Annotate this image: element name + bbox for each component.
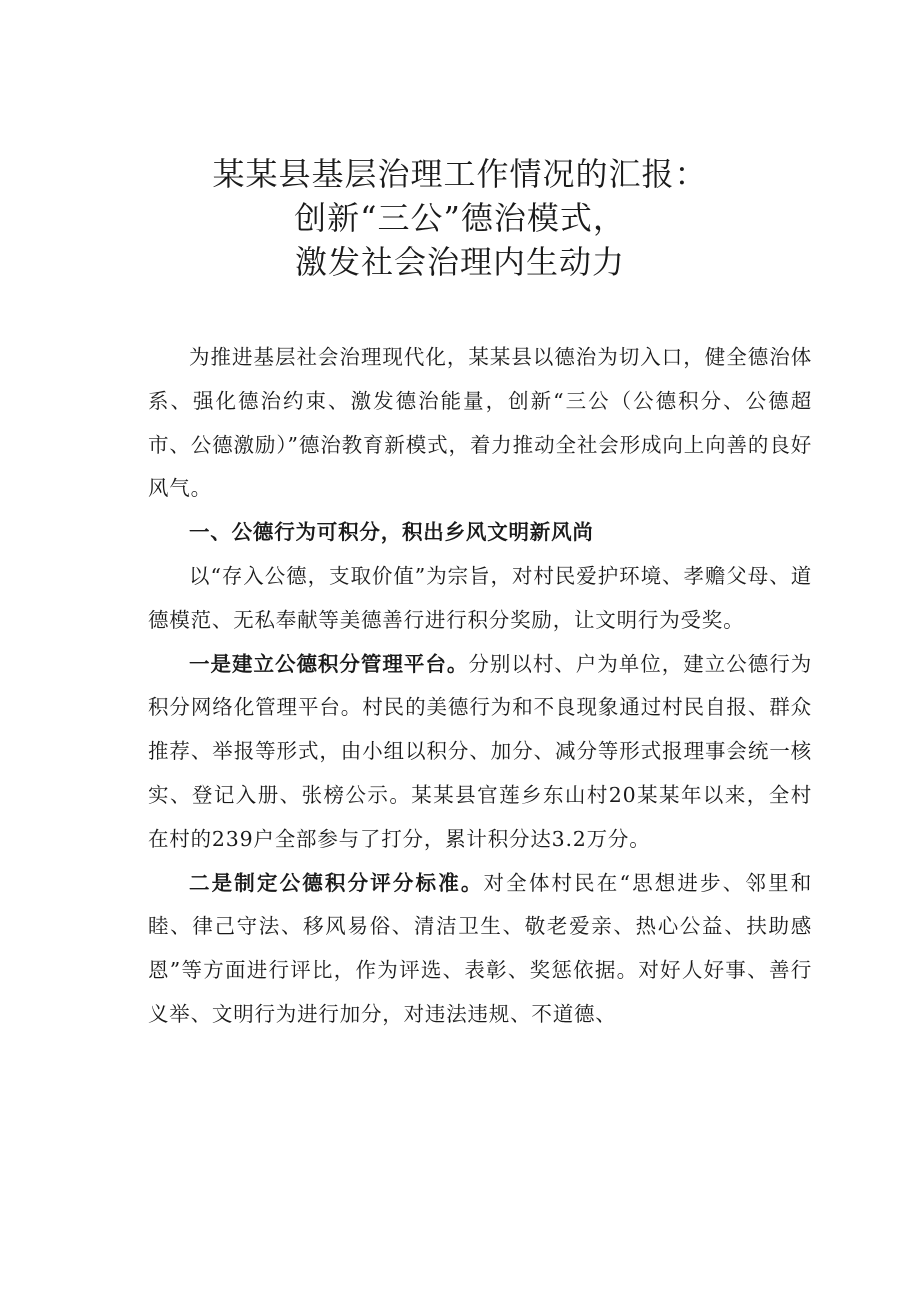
point-2-lead: 二是制定公德积分评分标准。 xyxy=(189,870,484,895)
document-title xyxy=(0,152,920,284)
section-1-intro: 以“存入公德，支取价值”为宗旨，对村民爱护环境、孝赡父母、道德模范、无私奉献等美德善行进行积分奖励，让文明行为受奖。 xyxy=(148,563,812,632)
title-line-2: 创新“三公”德治模式， xyxy=(294,199,626,237)
point-1-paragraph xyxy=(148,643,812,862)
document-body xyxy=(148,336,812,1037)
point-2-text: 对全体村民在“思想进步、邻里和睦、律己守法、移风易俗、清洁卫生、敬老爱亲、热心公益、扶助感恩”等方面进行评比，作为评选、表彰、奖惩依据。对好人好事、善行义举、文明行为进行加分，对违法违规、不道德、 xyxy=(148,870,812,1026)
point-1-text: 分别以村、户为单位，建立公德行为积分网络化管理平台。村民的美德行为和不良现象通过村民自报、群众推荐、举报等形式，由小组以积分、加分、减分等形式报理事会统一核实、登记入册、张榜公示。某某县官莲乡东山村20某某年以来，全村在村的239户全部参与了打分，累计积分达3.2万分。 xyxy=(148,651,812,851)
section-1-heading: 一、公德行为可积分，积出乡风文明新风尚 xyxy=(189,520,594,545)
point-2-paragraph xyxy=(148,862,812,1037)
title-line-3: 激发社会治理内生动力 xyxy=(294,243,625,281)
title-line-1: 某某县基层治理工作情况的汇报： xyxy=(212,155,708,193)
intro-paragraph: 为推进基层社会治理现代化，某某县以德治为切入口，健全德治体系、强化德治约束、激发德治能量，创新“三公（公德积分、公德超市、公德激励）”德治教育新模式，着力推动全社会形成向上向善的良好风气。 xyxy=(148,345,812,501)
point-1-lead: 一是建立公德积分管理平台。 xyxy=(189,651,469,676)
